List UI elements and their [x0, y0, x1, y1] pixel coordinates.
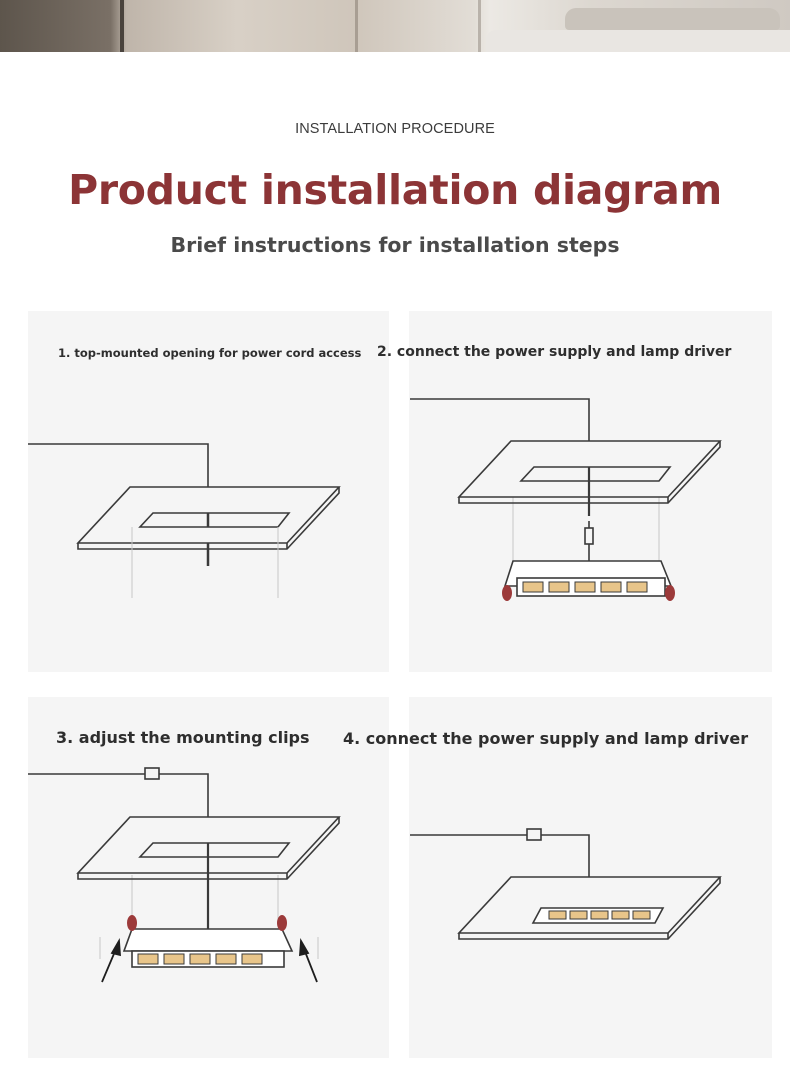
step-3-label: 3. adjust the mounting clips: [56, 728, 310, 747]
header-photo: [0, 0, 790, 52]
arrow-up-right-icon: [102, 941, 120, 982]
step-panel-1: [28, 311, 389, 672]
page-subtitle: Brief instructions for installation steps: [170, 233, 620, 257]
step-panel-3: [28, 697, 389, 1058]
ceiling-opening-diagram: [28, 311, 389, 672]
step-panel-2: [377, 311, 772, 672]
arrow-up-left-icon: [300, 941, 317, 982]
step-panel-4: [343, 697, 772, 1058]
step-1-label: 1. top-mounted opening for power cord access: [58, 346, 362, 360]
section-kicker: INSTALLATION PROCEDURE: [295, 121, 495, 137]
step-2-label: 2. connect the power supply and lamp driver: [377, 344, 732, 360]
step-4-label: 4. connect the power supply and lamp driver: [343, 729, 749, 748]
power-connection-diagram: [409, 311, 772, 672]
page-title: Product installation diagram: [68, 166, 722, 214]
mounting-clips-diagram: [28, 697, 389, 1058]
completed-install-diagram: [409, 697, 772, 1058]
